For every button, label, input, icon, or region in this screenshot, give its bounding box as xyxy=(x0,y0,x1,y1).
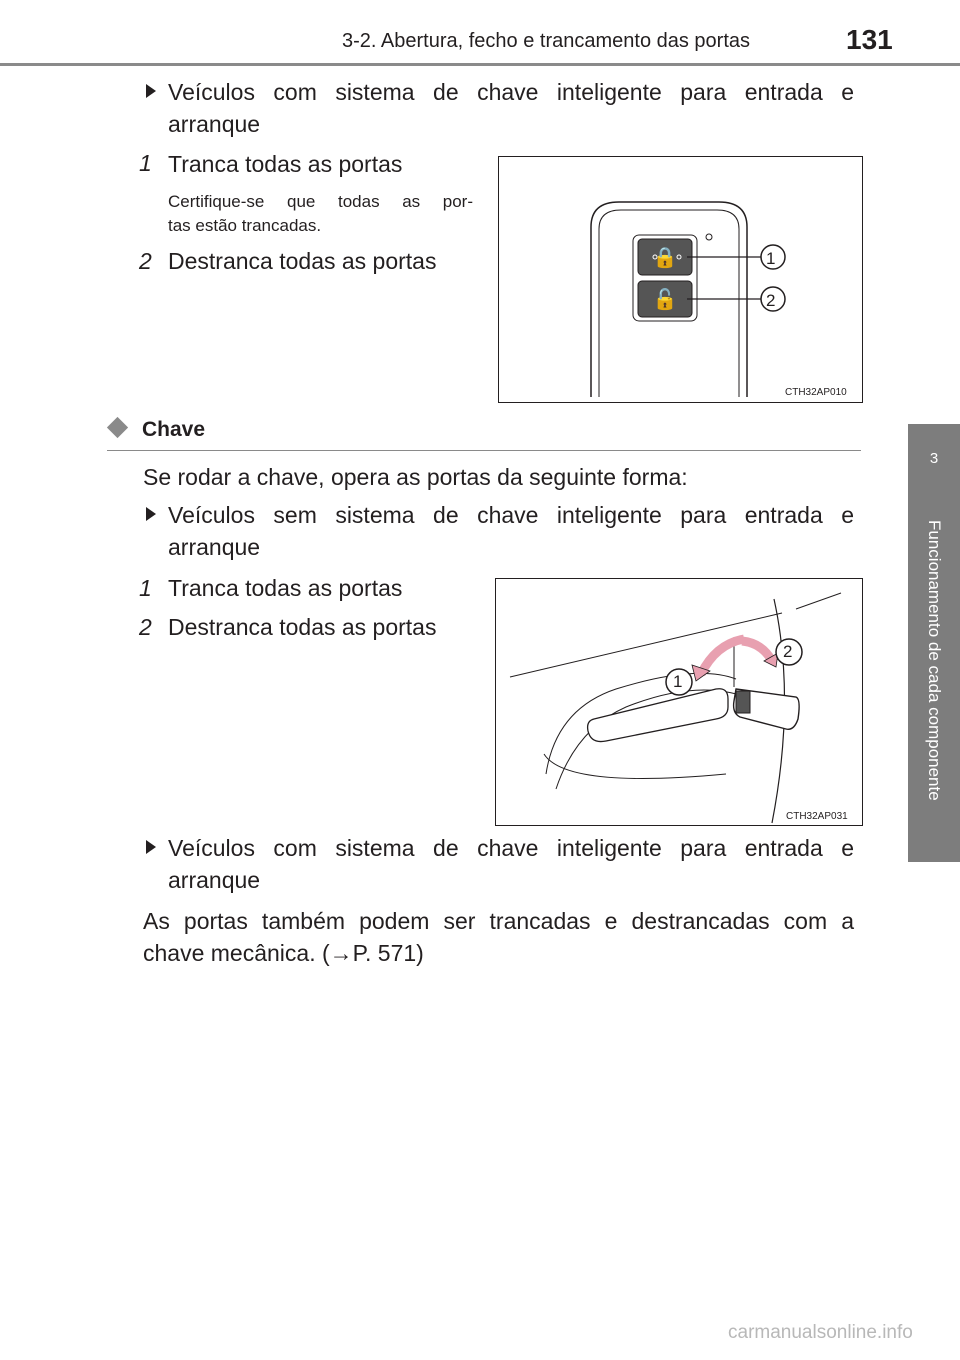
item-note-cont: tas estão trancadas. xyxy=(168,216,322,235)
header-rule xyxy=(0,63,960,66)
intro-text: Se rodar a chave, opera as portas da seguinte forma: xyxy=(143,464,688,490)
callout-1: 1 xyxy=(673,672,683,691)
callout-2: 2 xyxy=(783,642,793,661)
item-note: Certifique-se que todas as por- xyxy=(168,192,473,211)
bullet-text-cont: arranque xyxy=(168,534,261,560)
bullet-triangle-icon xyxy=(146,507,156,521)
figure-caption: CTH32AP031 xyxy=(786,811,848,822)
chapter-number: 3 xyxy=(929,450,939,467)
item-label: Tranca todas as portas xyxy=(168,575,403,601)
paragraph: As portas também podem ser trancadas e destrancadas com a xyxy=(143,908,854,934)
section-rule xyxy=(107,450,861,451)
bullet-text-cont: arranque xyxy=(168,867,261,893)
diamond-icon xyxy=(107,417,128,438)
watermark: carmanualsonline.info xyxy=(728,1322,913,1343)
figure-door-key xyxy=(495,578,863,826)
item-label: Destranca todas as portas xyxy=(168,614,437,640)
bullet-text-cont: arranque xyxy=(168,111,261,137)
callout-2: 2 xyxy=(766,291,776,310)
item-number: 2 xyxy=(139,248,152,274)
svg-text:🔓: 🔓 xyxy=(652,287,678,311)
paragraph-cont: chave mecânica. (→P. 571) xyxy=(143,940,424,966)
running-header: 3-2. Abertura, fecho e trancamento das portas xyxy=(342,30,751,52)
bullet-text: Veículos com sistema de chave inteligente para entrada e xyxy=(168,835,854,861)
callout-1: 1 xyxy=(766,249,776,268)
svg-text:🔒: 🔒 xyxy=(652,245,678,269)
figure-smart-key xyxy=(498,156,863,403)
item-number: 1 xyxy=(139,575,152,601)
bullet-triangle-icon xyxy=(146,84,156,98)
item-number: 1 xyxy=(139,150,152,176)
door-handle-illustration xyxy=(496,579,862,825)
item-label: Destranca todas as portas xyxy=(168,248,437,274)
bullet-triangle-icon xyxy=(146,840,156,854)
item-label: Tranca todas as portas xyxy=(168,151,403,177)
smart-key-illustration xyxy=(499,157,862,402)
item-number: 2 xyxy=(139,614,152,640)
section-heading: Chave xyxy=(142,418,206,441)
figure-caption: CTH32AP010 xyxy=(785,387,847,398)
bullet-text: Veículos com sistema de chave inteligente para entrada e xyxy=(168,79,854,105)
chapter-title: Funcionamento de cada componente xyxy=(925,520,944,801)
bullet-text: Veículos sem sistema de chave inteligente para entrada e xyxy=(168,502,854,528)
page-number: 131 xyxy=(846,24,893,55)
